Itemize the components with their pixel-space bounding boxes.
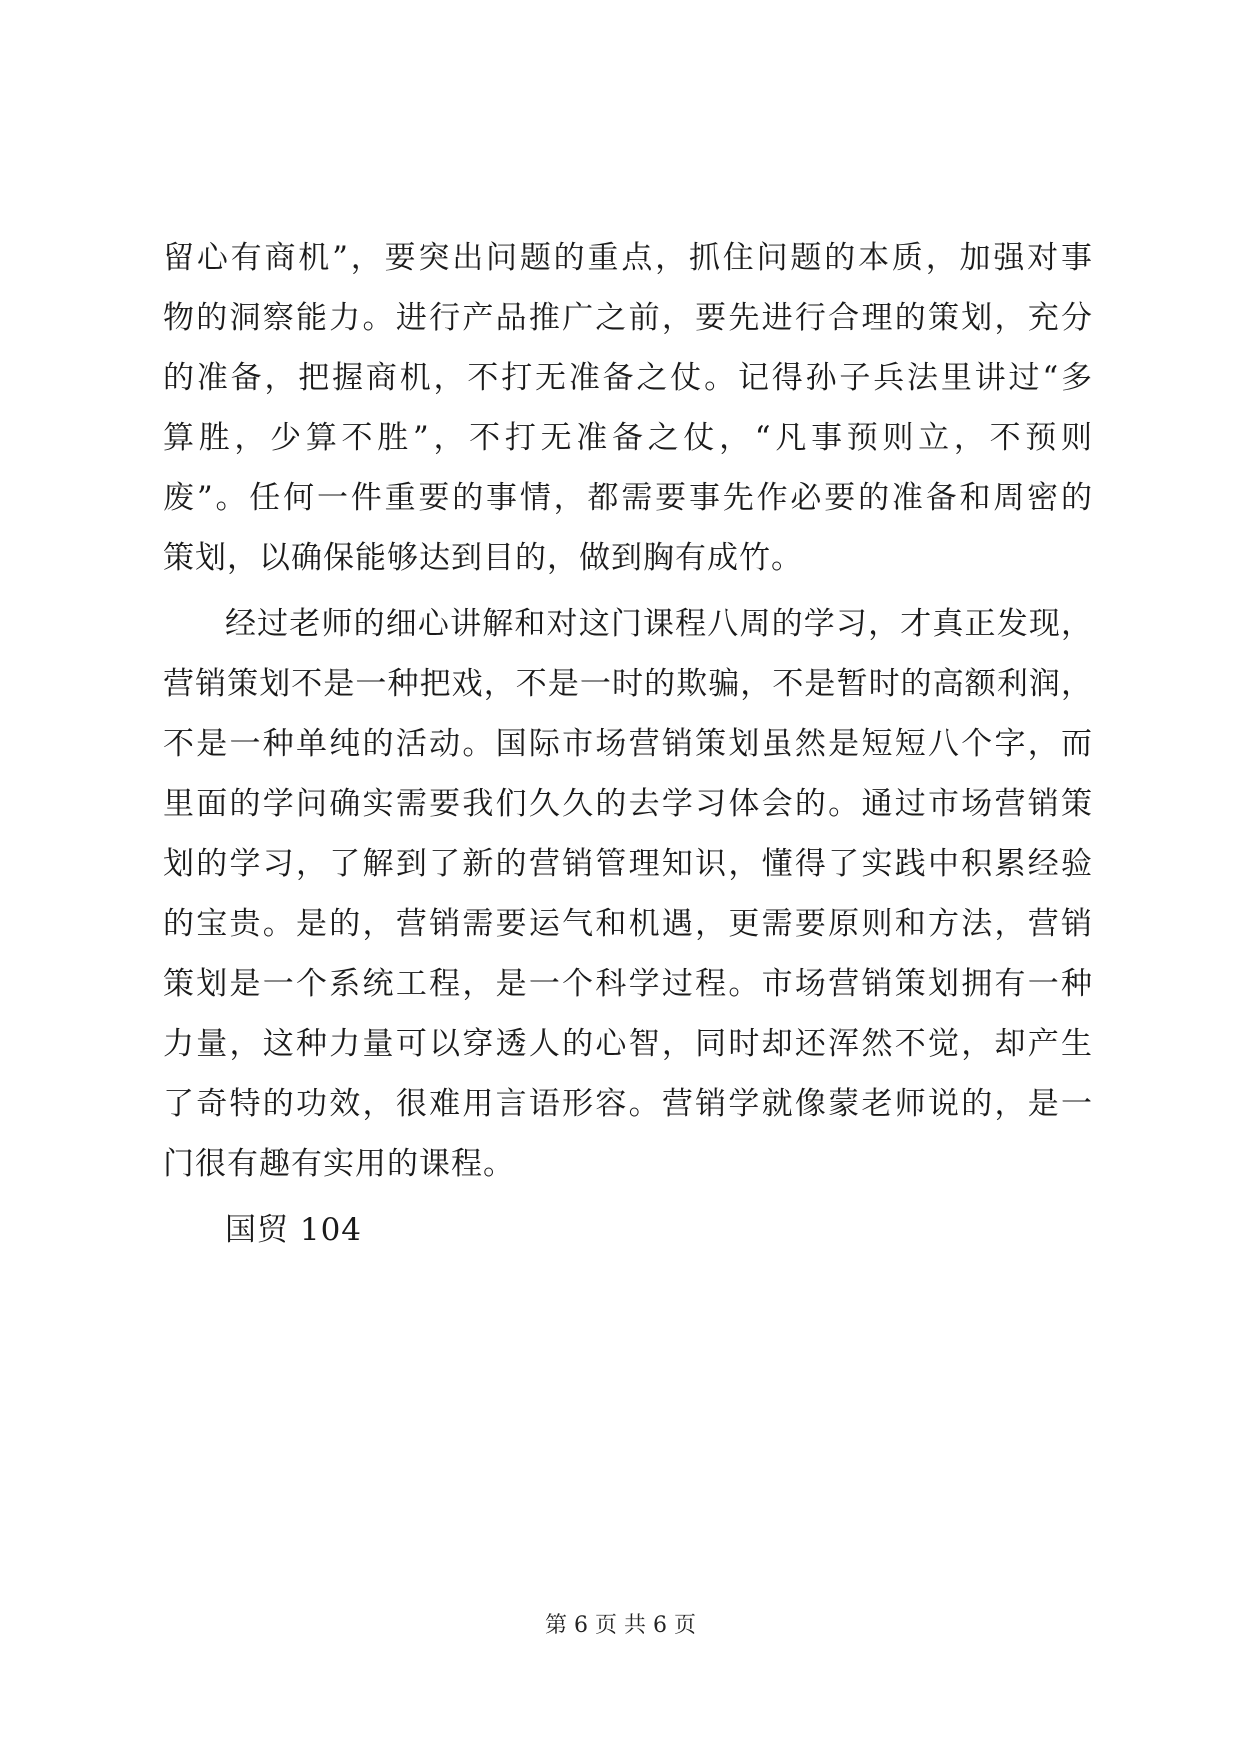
- signature: 国贸 104: [225, 1212, 363, 1248]
- text-line: 废”。任何一件重要的事情，都需要事先作必要的准备和周密的: [163, 480, 1093, 516]
- text-line: 不是一种单纯的活动。国际市场营销策划虽然是短短八个字，而: [163, 726, 1093, 762]
- paragraph-2: [163, 594, 1093, 1194]
- text-line: 了奇特的功效，很难用言语形容。营销学就像蒙老师说的，是一: [163, 1086, 1093, 1122]
- text-line: 经过老师的细心讲解和对这门课程八周的学习，才真正发现，: [225, 606, 1093, 642]
- paragraph-1: [163, 228, 1093, 588]
- text-line: 力量，这种力量可以穿透人的心智，同时却还浑然不觉，却产生: [163, 1026, 1093, 1062]
- text-line: 的准备，把握商机，不打无准备之仗。记得孙子兵法里讲过“多: [163, 360, 1093, 396]
- text-line: 营销策划不是一种把戏，不是一时的欺骗，不是暂时的高额利润，: [163, 666, 1093, 702]
- text-line: 算胜，少算不胜”，不打无准备之仗，“凡事预则立，不预则: [163, 420, 1093, 456]
- text-line: 留心有商机”，要突出问题的重点，抓住问题的本质，加强对事: [163, 240, 1093, 276]
- text-line: 策划是一个系统工程，是一个科学过程。市场营销策划拥有一种: [163, 966, 1093, 1002]
- text-line: 物的洞察能力。进行产品推广之前，要先进行合理的策划，充分: [163, 300, 1093, 336]
- text-line: 里面的学问确实需要我们久久的去学习体会的。通过市场营销策: [163, 786, 1093, 822]
- page-number-footer: 第 6 页 共 6 页: [545, 1613, 696, 1638]
- text-line: 划的学习，了解到了新的营销管理知识，懂得了实践中积累经验: [163, 846, 1093, 882]
- text-line: 的宝贵。是的，营销需要运气和机遇，更需要原则和方法，营销: [163, 906, 1093, 942]
- text-line: 门很有趣有实用的课程。: [163, 1146, 515, 1182]
- text-line: 策划，以确保能够达到目的，做到胸有成竹。: [163, 540, 803, 576]
- document-body: [163, 228, 1093, 1260]
